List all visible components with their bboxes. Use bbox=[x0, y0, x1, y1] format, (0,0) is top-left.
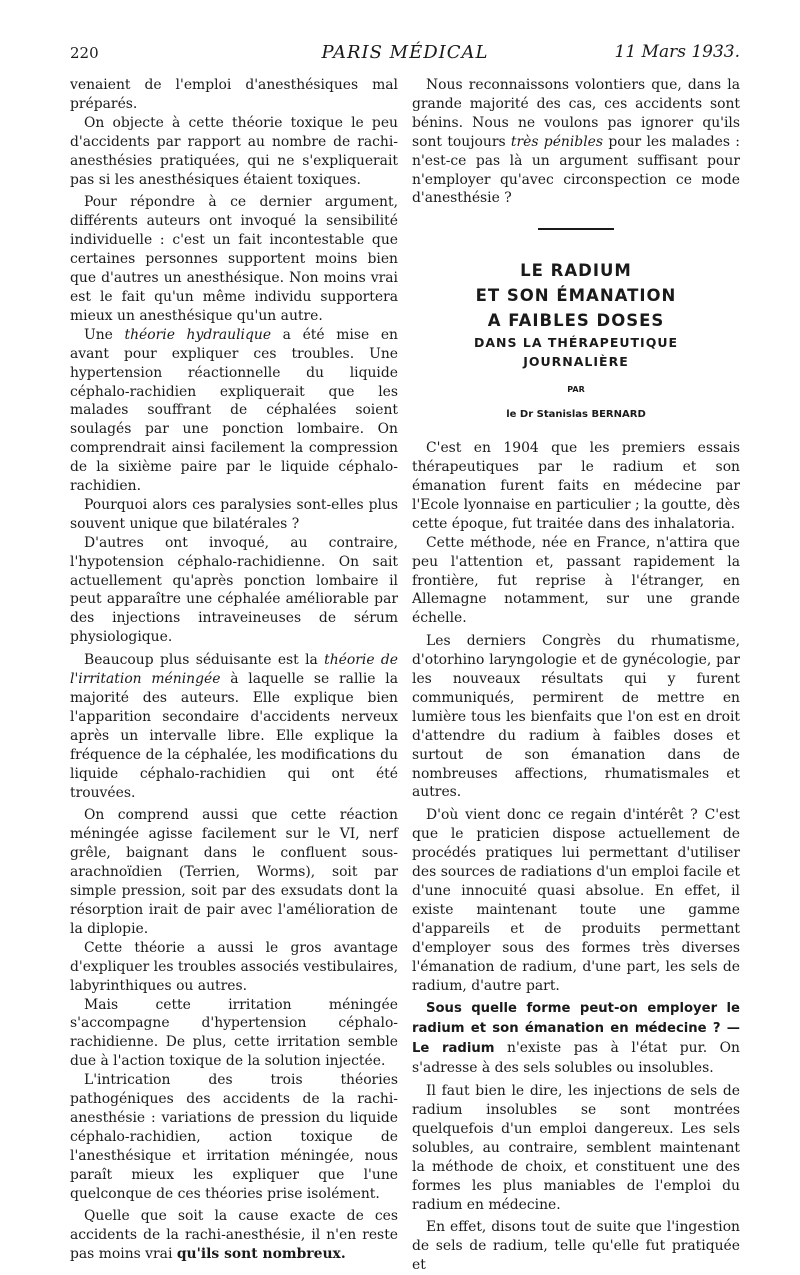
bold-text: qu'ils sont nombreux. bbox=[176, 1246, 346, 1263]
right-column bbox=[412, 76, 740, 1275]
text-run: Beaucoup plus séduisante est la bbox=[84, 652, 325, 669]
emphasis: théorie de l'irritation méningée bbox=[70, 652, 398, 688]
text-run: pour les malades : n'est-ce pas là un argument suffisant pour n'employer qu'avec circonspection ce mode d'anesthésie ? bbox=[412, 133, 740, 207]
page-number: 220 bbox=[70, 44, 99, 62]
article-title bbox=[412, 258, 740, 333]
paragraph: On objecte à cette théorie toxique le peu d'accidents par rapport au nombre de rachi-anesthésies pratiquées, qui ne s'expliquerait pas si les anesthésiques étaient toxiques. bbox=[70, 114, 398, 188]
paragraph: C'est en 1904 que les premiers essais thérapeutiques par le radium et son émanation furent faits en médecine par l'Ecole lyonnaise en particulier ; la goutte, dès cette époque, fut traitée dans des inhalatoria. bbox=[412, 440, 740, 532]
paragraph: Cette méthode, née en France, n'attira que peu l'attention et, passant rapidement la frontière, fut reprise à l'étranger, en Allemagne notamment, sur une grande échelle. bbox=[412, 534, 740, 627]
text-run: Une bbox=[84, 326, 125, 343]
emphasis: très pénibles bbox=[510, 133, 603, 150]
paragraph: D'où vient donc ce regain d'intérêt ? C'est que le praticien dispose actuellement de procédés pratiques lui permettant d'utiliser des sources de radiations d'un emploi facile et d'une innocuité quasi absolue. En effet, il existe maintenant toute une gamme d'appareils et de produits permettant d'employer sous des formes très diverses l'émanation de radium, d'une part, les sels de radium, d'autre part. bbox=[412, 807, 740, 994]
paragraph: Pour répondre à ce dernier argument, différents auteurs ont invoqué la sensibilité individuelle : c'est un fait incontestable que certaines personnes supportent moins bien que d'autres un anesthésique. Non moins vrai est le fait qu'un même individu supportera mieux un anesthésique qu'un autre. bbox=[70, 194, 398, 324]
section-divider bbox=[538, 228, 614, 230]
journal-title: PARIS MÉDICAL bbox=[321, 42, 489, 63]
title-line: ET SON ÉMANATION bbox=[475, 286, 677, 306]
paragraph bbox=[412, 999, 740, 1078]
paragraph: Cette théorie a aussi le gros avantage d'expliquer les troubles associés vestibulaires, labyrinthiques ou autres. bbox=[70, 939, 399, 994]
running-header bbox=[70, 42, 740, 66]
article-subtitle bbox=[412, 333, 740, 371]
paragraph: L'intrication des trois théories pathogéniques des accidents de la rachi-anesthésie : variations de pression du liquide céphalo-rachidien, action toxique de l'anesthésique et irritation méningée, nous paraît mieux les expliquer que l'une quelconque de ces théories prise isolément. bbox=[70, 1072, 398, 1202]
paragraph: D'autres ont invoqué, au contraire, l'hypotension céphalo-rachidienne. On sait actuellement qu'après ponction lombaire il peut apparaître une céphalée améliorable par des injections intraveineuses de sérum physiologique. bbox=[70, 534, 398, 646]
paragraph bbox=[70, 651, 398, 802]
title-line: A FAIBLES DOSES bbox=[487, 311, 665, 331]
paragraph: Il faut bien le dire, les injections de sels de radium insolubles se sont montrées quelquefois d'un emploi dangereux. Les sels solubles, au contraire, semblent maintenant la méthode de choix, et constituent une des formes les plus maniables de l'emploi du radium en médecine. bbox=[412, 1083, 740, 1213]
byline-par: PAR bbox=[567, 385, 585, 395]
paragraph: Les derniers Congrès du rhumatisme, d'otorhino laryngologie et de gynécologie, par les nouveaux résultats qui y furent communiqués, permirent de mettre en lumière tous les bienfaits que l'on est en droit d'attendre du radium à faibles doses et surtout de son émanation dans de nombreuses affections, rhumatismales et autres. bbox=[412, 633, 740, 801]
text-run: Quelle que soit la cause exacte de ces accidents de la rachi-anesthésie, il n'en reste pas moins vrai bbox=[70, 1208, 398, 1263]
issue-date: 11 Mars 1933. bbox=[614, 42, 740, 62]
paragraph bbox=[412, 76, 740, 208]
paragraph: Mais cette irritation méningée s'accompagne d'hypertension céphalo-rachidienne. De plus, cette irritation semble due à l'action toxique de la solution injectée. bbox=[70, 996, 398, 1070]
emphasis: théorie hydraulique bbox=[124, 326, 272, 343]
text-run: à laquelle se rallie la majorité des auteurs. Elle explique bien l'apparition secondaire d'accidents nerveux après un intervalle libre. Elle explique la fréquence de la céphalée, les modifications du liquide céphalo-rachidien qui ont été trouvées. bbox=[70, 671, 398, 801]
paragraph bbox=[70, 1207, 398, 1264]
paragraph: Pourquoi alors ces paralysies sont-elles plus souvent unique que bilatérales ? bbox=[70, 496, 398, 532]
subtitle-line: DANS LA THÉRAPEUTIQUE bbox=[473, 335, 679, 351]
left-column bbox=[70, 76, 398, 1264]
paragraph: On comprend aussi que cette réaction méningée agisse facilement sur le VI, nerf grêle, baignant dans le confluent sous-arachnoïdien (Terrien, Worms), soit par simple pression, soit par des exsudats dont la résorption irait de pair avec l'amélioration de la diplopie. bbox=[70, 807, 398, 937]
bold-text: Le radium bbox=[412, 1041, 495, 1057]
text-run: Nous reconnaissons volontiers que, dans la grande majorité des cas, ces accidents sont bénins. Nous ne voulons pas ignorer qu'ils sont toujours bbox=[412, 77, 740, 150]
text-run: a été mise en avant pour expliquer ces troubles. Une hypertension réactionnelle du liquide céphalo-rachidien expliquerait que les malades souffrant de céphalées soient soulagés par une ponction lombaire. On comprendrait ainsi facilement la compression de la sixième paire par le liquide céphalo-rachidien. bbox=[70, 326, 398, 495]
title-line: LE RADIUM bbox=[520, 261, 632, 281]
paragraph bbox=[70, 326, 398, 496]
paragraph: venaient de l'emploi d'anesthésiques mal préparés. bbox=[70, 77, 398, 112]
section-heading: Sous quelle forme peut-on employer le radium et son émanation en médecine ? — bbox=[412, 1001, 740, 1037]
subtitle-line: JOURNALIÈRE bbox=[523, 354, 629, 370]
text-run: n'existe pas à l'état pur. On s'adresse à des sels solubles ou insolubles. bbox=[412, 1040, 740, 1077]
paragraph: En effet, disons tout de suite que l'ingestion de sels de radium, telle qu'elle fut pratiquée et bbox=[412, 1219, 740, 1274]
author-byline: le Dr Stanislas BERNARD bbox=[506, 409, 646, 421]
